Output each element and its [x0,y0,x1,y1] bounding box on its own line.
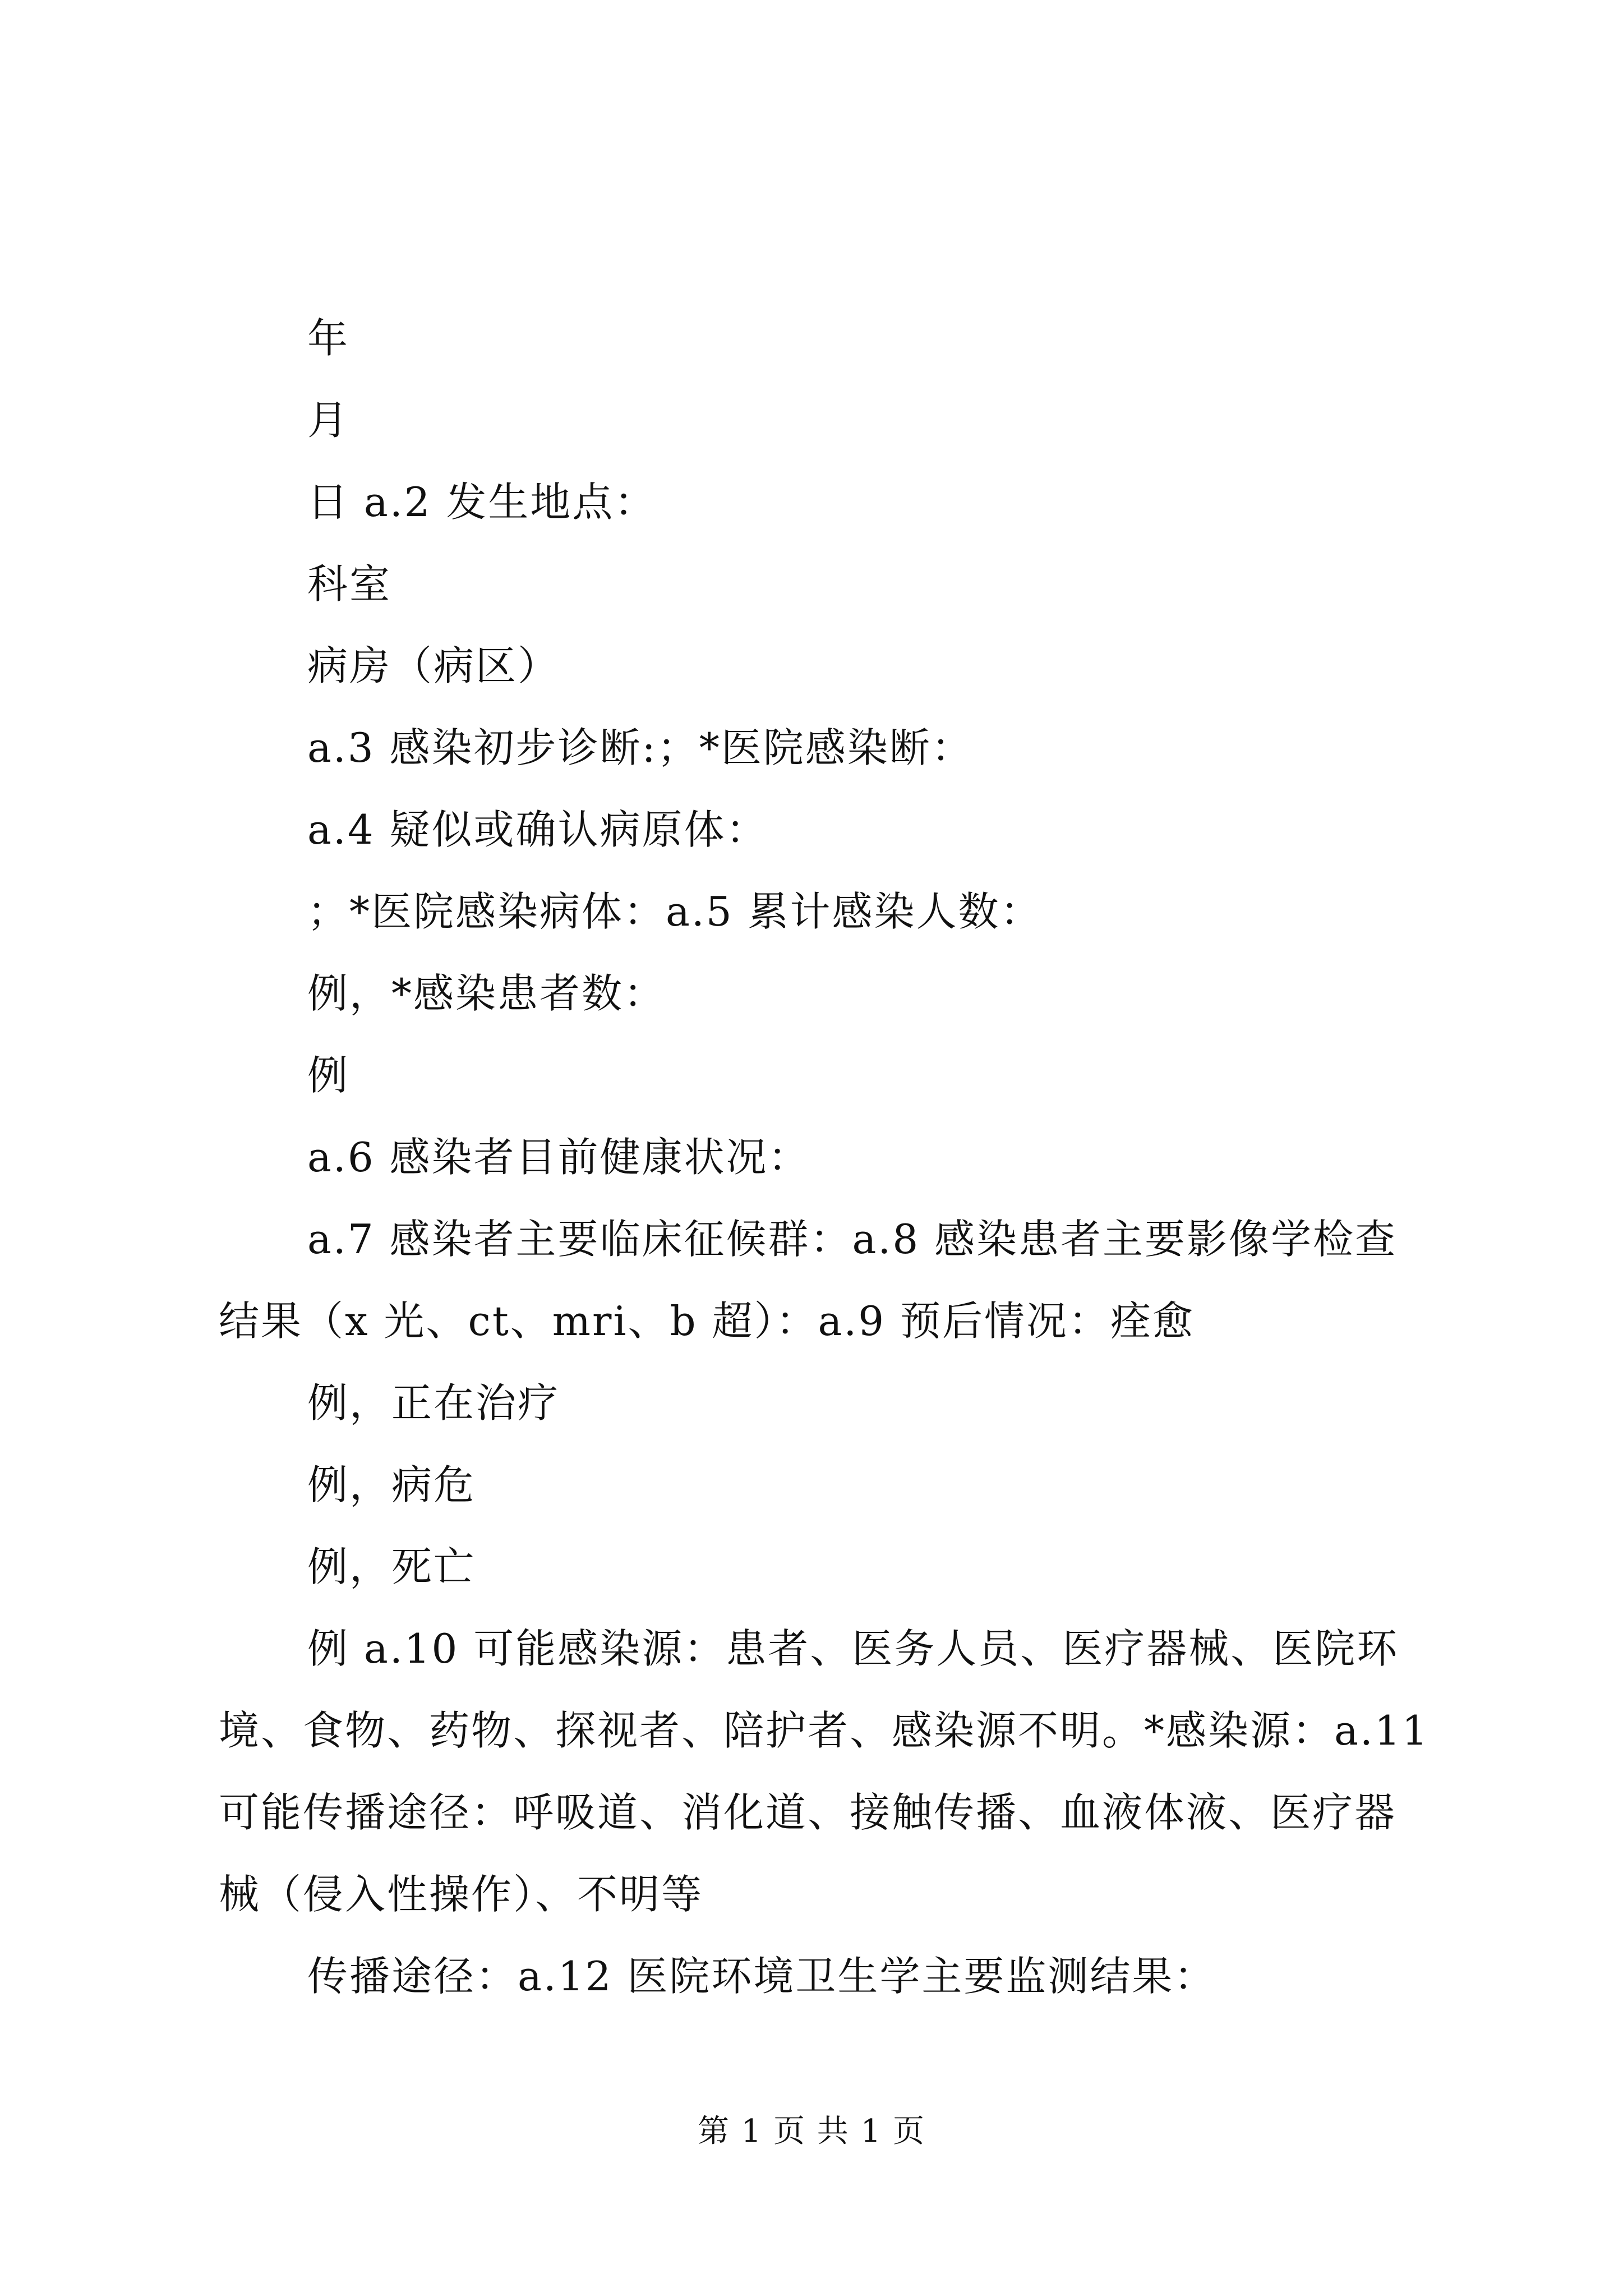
paragraph: 病房（病区） [307,642,560,689]
paragraph: ；*医院感染病体：a.5 累计感染人数： [307,888,1043,935]
page-number-label: 第 1 页 共 1 页 [697,2113,926,2150]
paragraph: 例，*感染患者数： [307,970,666,1017]
paragraph: 例，死亡 [307,1543,476,1590]
paragraph: 例，正在治疗 [307,1379,560,1427]
paragraph: a.4 疑似或确认病原体： [307,806,768,853]
paragraph: a.7 感染者主要临床征候群：a.8 感染患者主要影像学检查结果（x 光、ct、mri、b 超）：a.9 预后情况：痊愈 [219,1216,1398,1345]
paragraph: a.6 感染者目前健康状况： [307,1134,810,1181]
paragraph: 年 [307,315,350,362]
document-body [219,297,1444,2017]
paragraph: a.3 感染初步诊断:；*医院感染断： [307,724,974,771]
paragraph: 科室 [307,560,392,608]
paragraph: 例 a.10 可能感染源：患者、医务人员、医疗器械、医院环境、食物、药物、探视者、陪护者、感染源不明。*感染源：a.11 可能传播途径：呼吸道、消化道、接触传播、血液体液、医疗器械（侵入性操作）、不明等 [219,1625,1444,1918]
paragraph: 例 [307,1052,350,1099]
paragraph: 月 [307,397,350,444]
page-footer [0,2112,1623,2151]
paragraph: 传播途径：a.12 医院环境卫生学主要监测结果： [307,1953,1216,2000]
paragraph: 例，病危 [307,1461,476,1508]
paragraph: 日 a.2 发生地点： [307,478,657,526]
